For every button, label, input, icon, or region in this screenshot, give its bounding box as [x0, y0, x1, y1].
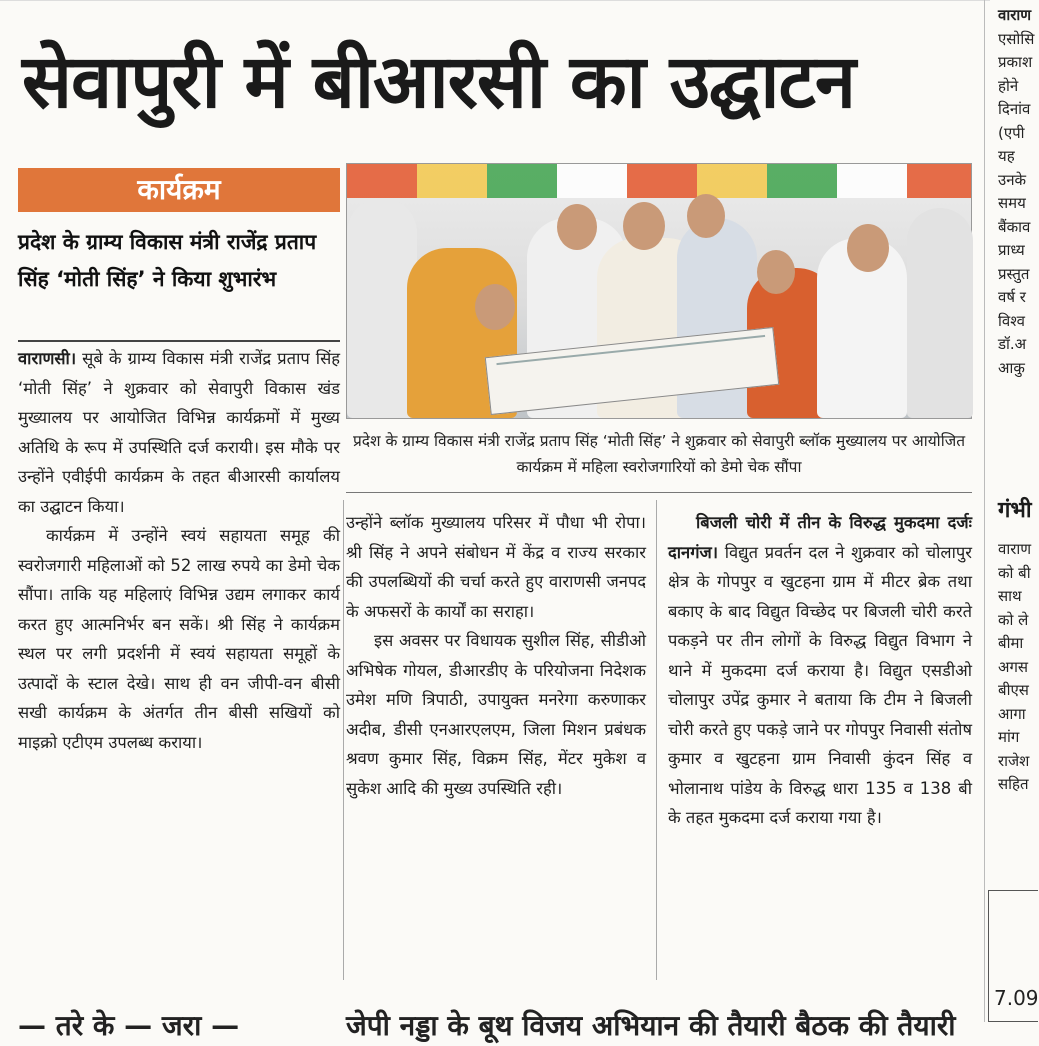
photo-figure: [757, 250, 795, 294]
section-tag: कार्यक्रम: [18, 168, 340, 212]
side-line: को बी: [998, 563, 1031, 582]
article-column-1: [18, 344, 340, 757]
paragraph-2: कार्यक्रम में उन्होंने स्वयं सहायता समूह की स्वरोजगारी महिलाओं को 52 लाख रुपये का डेमो चेक सौंपा। ताकि यह महिलाएं विभिन्न उद्यम लगाकर कार्य करत हुए आत्मनिर्भर बन सकें। श्री सिंह ने कार्यक्रम स्थल पर लगी प्रदर्शनी में स्वयं सहायता समूहों के उत्पादों के स्टाल देखे। साथ ही वन जीपी-वन बीसी सखी कार्यक्रम के अंतर्गत तीन बीसी सखियों को माइक्रो एटीएम उपलब्ध कराया।: [18, 526, 340, 752]
side-fragment-bottom: [998, 538, 1038, 797]
side-line: दिनांव: [998, 100, 1031, 118]
side-fragment-top: [998, 4, 1038, 380]
article-column-3: [668, 508, 972, 833]
bottom-headline-left: — तरे के — जरा —: [18, 1009, 240, 1042]
brief-title: बिजली चोरी में तीन के विरुद्ध मुकदमा दर्जः दानगंज।: [668, 513, 972, 562]
side-line: यह: [998, 147, 1015, 165]
brief-body: विद्युत प्रवर्तन दल ने शुक्रवार को चोलापुर क्षेत्र के गोपपुर व खुटहना ग्राम में मीटर ब्रेक तथा बकाए के बाद विद्युत विच्छेद पर बिजली चोरी करते पकड़ने पर तीन लोगों के विरुद्ध विद्युत विभाग ने थाने में मुकदमा दर्ज कराया है। विद्युत एसडीओ चोलापुर उपेंद्र कुमार ने बताया कि टीम ने बिजली चोरी करते हुए पकड़े जाने पर गोपपुर निवासी संतोष कुमार व खुटहना ग्राम निवासी कुंदन सिंह व भोलानाथ पांडेय के विरुद्ध धारा 135 व 138 बी के तहत मुकदमा दर्ज कराया गया है।: [668, 542, 972, 827]
side-line: एसोसि: [998, 29, 1035, 48]
caption-divider: [346, 492, 972, 493]
side-line: बीएस: [998, 681, 1029, 699]
news-photo: [346, 163, 972, 419]
photo-figure: [557, 204, 597, 250]
side-line: प्राध्य: [998, 241, 1025, 259]
paragraph-1: सूबे के ग्राम्य विकास मंत्री राजेंद्र प्रताप सिंह ‘मोती सिंह’ ने शुक्रवार को सेवापुरी विकास खंड मुख्यालय पर आयोजित विभिन्न कार्यक्रमों में मुख्य अतिथि के रूप में उपस्थिति दर्ज करायी। इस मौके पर उन्होंने एवीईपी कार्यक्रम के तहत बीआरसी कार्यालय का उद्घाटन किया।: [18, 349, 340, 516]
photo-caption: प्रदेश के ग्राम्य विकास मंत्री राजेंद्र प्रताप सिंह ‘मोती सिंह’ ने शुक्रवार को सेवापुरी ब्लॉक मुख्यालय पर आयोजित कार्यक्रम में महिला स्वरोजगारियों को डेमो चेक सौंपा: [352, 432, 966, 476]
photo-figure: [475, 284, 515, 330]
side-line: बैंकाव: [998, 217, 1031, 236]
column-separator: [984, 0, 985, 1022]
side-line: समय: [998, 194, 1026, 212]
photo-figure: [687, 194, 725, 238]
side-line: वर्ष र: [998, 288, 1026, 306]
photo-figure: [907, 208, 973, 418]
side-line: बीमा: [998, 634, 1024, 652]
side-line: राजेश: [998, 751, 1030, 770]
side-line: (एपी: [998, 123, 1025, 142]
photo-figure: [847, 224, 889, 272]
top-border: [0, 0, 990, 1]
subhead-divider: [18, 340, 340, 342]
side-line: सहित: [998, 775, 1029, 793]
side-line: अगस: [998, 657, 1029, 676]
side-line: प्रकाश: [998, 53, 1033, 71]
dateline: वाराणसी।: [18, 349, 77, 368]
side-line: को ले: [998, 610, 1029, 629]
side-line: डॉ.अ: [998, 335, 1027, 353]
paragraph-4: इस अवसर पर विधायक सुशील सिंह, सीडीओ अभिषेक गोयल, डीआरडीए के परियोजना निदेशक उमेश मणि त्रिपाठी, उपायुक्त मनरेगा करुणाकर अदीब, डीसी एनआरएलएम, जिला मिशन प्रबंधक श्रवण कुमार सिंह, विक्रम सिंह, मेंटर मुकेश व सुकेश आदि की मुख्य उपस्थिति रही।: [346, 631, 646, 798]
side-line: वाराण: [998, 540, 1032, 558]
subheadline: प्रदेश के ग्राम्य विकास मंत्री राजेंद्र प्रताप सिंह ‘मोती सिंह’ ने किया शुभारंभ: [18, 230, 317, 291]
side-box-number: 7.09: [994, 986, 1039, 1010]
side-line: आगा: [998, 704, 1026, 723]
article-column-2: [346, 508, 646, 803]
side-line: विश्व: [998, 311, 1025, 330]
column-separator: [343, 500, 344, 980]
side-line: वाराण: [998, 6, 1032, 24]
photo-banner: [347, 164, 971, 198]
paragraph-3: उन्होंने ब्लॉक मुख्यालय परिसर में पौधा भी रोपा। श्री सिंह ने अपने संबोधन में केंद्र व राज्य सरकार की उपलब्धियों की चर्चा करते हुए वाराणसी जनपद के अफसरों के कार्यों का सराहा।: [346, 513, 646, 621]
side-line: साथ: [998, 587, 1022, 605]
side-line: प्रस्तुत: [998, 264, 1030, 283]
headline: सेवापुरी में बीआरसी का उद्घाटन: [22, 39, 855, 125]
side-line: मांग: [998, 728, 1020, 746]
side-line: होने: [998, 76, 1019, 95]
side-line: उनके: [998, 170, 1027, 189]
column-separator: [656, 500, 657, 980]
side-heading: गंभी: [998, 498, 1032, 523]
bottom-headline-right: जेपी नड्डा के बूथ विजय अभियान की तैयारी बैठक की तैयारी: [346, 1009, 956, 1042]
side-line: आकु: [998, 358, 1025, 377]
photo-figure: [623, 202, 665, 250]
